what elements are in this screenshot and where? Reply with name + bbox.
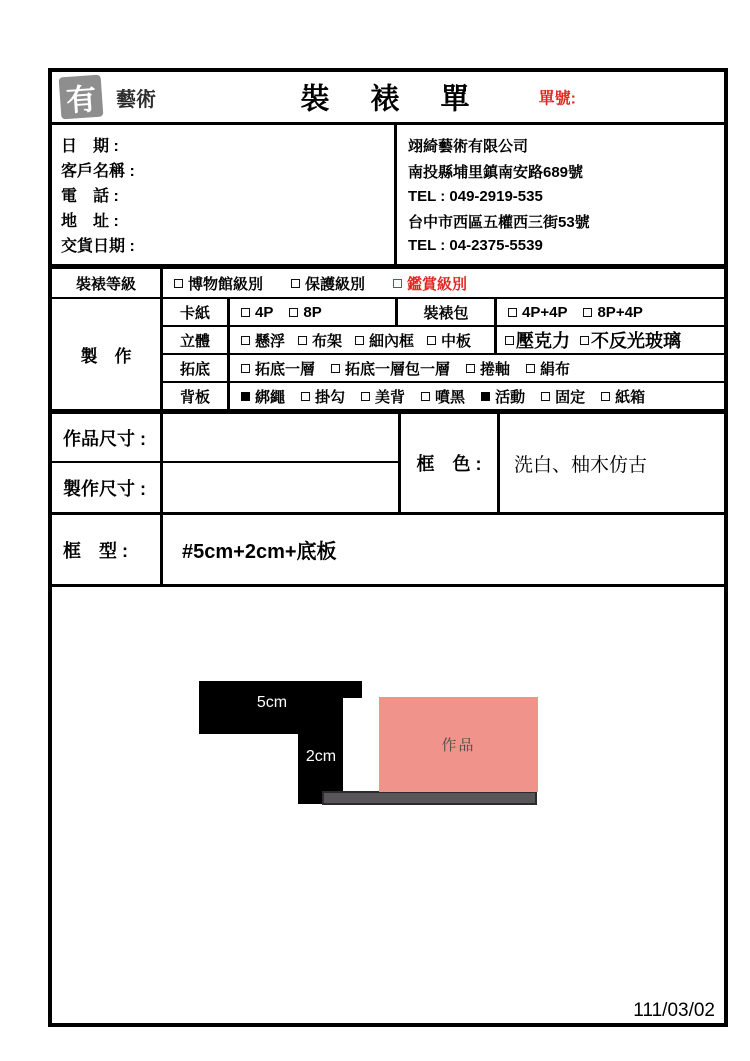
checkbox-icon — [289, 308, 298, 317]
backboard-row-label: 背板 — [163, 383, 230, 409]
solid-row — [163, 325, 724, 353]
company-info — [394, 125, 724, 264]
grade-options — [163, 269, 724, 297]
dimension-2cm-label: 2cm — [305, 748, 337, 765]
checkbox-thin-inner-frame[interactable] — [355, 330, 414, 351]
work-size-row — [52, 414, 398, 463]
checkbox-backing-one-layer-wrapped[interactable] — [331, 358, 450, 379]
checkbox-icon — [241, 364, 250, 373]
dimension-5cm-label: 5cm — [256, 694, 288, 711]
checkbox-icon — [241, 308, 250, 317]
checkbox-silk[interactable] — [526, 358, 570, 379]
production-rows — [163, 299, 724, 409]
backboard-options — [230, 383, 724, 409]
company-seal-icon — [59, 75, 104, 120]
option-label: 不反光玻璃 — [591, 331, 681, 351]
order-number-field[interactable] — [576, 87, 646, 107]
phone-input[interactable] — [119, 185, 394, 205]
order-number-label: 單號: — [538, 90, 576, 108]
checkbox-icon — [508, 308, 517, 317]
frame-cross-section-diagram — [52, 584, 724, 1023]
checkbox-icon — [393, 279, 402, 288]
phone-row — [61, 183, 394, 206]
checkbox-icon — [241, 336, 250, 345]
customer-name-label: 客戶名稱 : — [61, 163, 135, 180]
form-title: 裝 裱 單 — [300, 83, 476, 116]
form-version-date: 111/03/02 — [633, 1000, 715, 1021]
checkbox-scroll[interactable] — [466, 358, 510, 379]
order-form-sheet — [48, 68, 728, 1027]
option-label: 8P — [303, 303, 322, 321]
checkbox-spray-black[interactable] — [421, 386, 465, 407]
company-address-1: 南投縣埔里鎮南安路689號 — [408, 164, 584, 182]
production-section — [52, 297, 724, 409]
option-label: 鑑賞級別 — [407, 275, 468, 293]
option-label: 博物館級別 — [188, 275, 264, 293]
frame-type-value: #5cm+2cm+底板 — [182, 541, 337, 563]
company-tel-2: TEL : 04-2375-5539 — [408, 237, 543, 255]
date-input[interactable] — [119, 135, 394, 155]
checkbox-icon — [505, 336, 514, 345]
checkbox-carton[interactable] — [601, 386, 645, 407]
frame-color-label: 框 色 : — [398, 414, 500, 512]
make-size-row — [52, 463, 398, 512]
option-label: 紙箱 — [615, 388, 646, 406]
customer-name-row — [61, 158, 394, 181]
solid-row-label: 立體 — [163, 327, 230, 353]
glazing-options — [497, 327, 724, 353]
checkbox-icon — [298, 336, 307, 345]
backing-options — [230, 355, 724, 381]
company-tel-1: TEL : 049-2919-535 — [408, 187, 543, 205]
option-label: 4P — [255, 303, 274, 321]
checkbox-icon — [174, 279, 183, 288]
phone-label: 電 話 : — [61, 188, 119, 205]
pack-label: 裝裱包 — [398, 299, 497, 325]
backing-row — [163, 353, 724, 381]
backing-board-shape — [322, 791, 537, 805]
frame-type-section — [52, 512, 724, 584]
checkbox-removable[interactable] — [481, 386, 525, 407]
option-label: 保護級別 — [305, 275, 366, 293]
make-size-input[interactable] — [163, 463, 398, 512]
date-field-row — [61, 133, 394, 156]
checkbox-hook[interactable] — [301, 386, 345, 407]
option-label: 噴黑 — [435, 388, 466, 406]
checkbox-floating[interactable] — [241, 330, 285, 351]
checkbox-appreciation-level[interactable] — [393, 273, 467, 294]
checkbox-museum-level[interactable] — [174, 273, 263, 294]
frame-type-label: 框 型 : — [52, 515, 163, 584]
option-label: 中板 — [441, 332, 472, 350]
checkbox-icon — [355, 336, 364, 345]
solid-options — [230, 327, 497, 353]
company-logo — [60, 76, 156, 118]
checkbox-4p-plus-4p[interactable] — [508, 304, 567, 321]
option-label: 掛勾 — [315, 388, 346, 406]
checkbox-icon — [481, 392, 490, 401]
option-label: 布架 — [312, 332, 343, 350]
logo-text: 藝術 — [116, 86, 156, 111]
date-label: 日 期 : — [61, 138, 119, 155]
checkbox-icon — [580, 336, 589, 345]
checkbox-acrylic[interactable] — [505, 327, 570, 353]
checkbox-fixed[interactable] — [541, 386, 585, 407]
backboard-row — [163, 381, 724, 409]
option-label: 懸浮 — [255, 332, 286, 350]
checkbox-non-reflective-glass[interactable] — [580, 327, 681, 353]
work-size-input[interactable] — [163, 414, 398, 461]
checkbox-icon — [466, 364, 475, 373]
card-options — [230, 299, 398, 325]
address-input[interactable] — [119, 210, 394, 230]
customer-name-input[interactable] — [135, 160, 394, 180]
option-label: 8P+4P — [597, 303, 643, 321]
option-label: 活動 — [495, 388, 526, 406]
checkbox-4p[interactable] — [241, 304, 273, 321]
backing-row-label: 拓底 — [163, 355, 230, 381]
production-label: 製 作 — [52, 299, 163, 409]
form-header — [52, 72, 724, 122]
option-label: 美背 — [375, 388, 406, 406]
checkbox-backing-one-layer[interactable] — [241, 358, 315, 379]
option-label: 壓克力 — [516, 331, 570, 351]
option-label: 細內框 — [369, 332, 415, 350]
card-row-label: 卡紙 — [163, 299, 230, 325]
address-row — [61, 208, 394, 231]
info-section — [52, 122, 724, 264]
checkbox-icon — [526, 364, 535, 373]
delivery-date-input[interactable] — [135, 235, 394, 255]
address-label: 地 址 : — [61, 213, 119, 230]
option-label: 4P+4P — [522, 303, 568, 321]
checkbox-icon — [241, 392, 250, 401]
sizes-left — [52, 414, 398, 512]
checkbox-8p-plus-4p[interactable] — [583, 304, 642, 321]
pack-options — [497, 299, 724, 325]
delivery-date-row — [61, 233, 394, 256]
option-label: 拓底一層包一層 — [345, 360, 451, 378]
checkbox-finished-back[interactable] — [361, 386, 405, 407]
option-label: 拓底一層 — [255, 360, 316, 378]
checkbox-protection-level[interactable] — [291, 273, 365, 294]
checkbox-8p[interactable] — [289, 304, 321, 321]
customer-fields — [52, 125, 394, 264]
checkbox-icon — [421, 392, 430, 401]
grade-section — [52, 264, 724, 297]
checkbox-middle-board[interactable] — [427, 330, 471, 351]
checkbox-tie-rope[interactable] — [241, 386, 285, 407]
frame-depth-shape — [298, 681, 343, 804]
card-row — [163, 299, 724, 325]
artwork-label: 作品 — [441, 737, 476, 754]
order-number — [539, 86, 646, 109]
company-address-2: 台中市西區五權西三街53號 — [408, 213, 590, 231]
delivery-date-label: 交貨日期 : — [61, 238, 135, 255]
option-label: 絹布 — [540, 360, 571, 378]
checkbox-icon — [601, 392, 610, 401]
checkbox-cloth-frame[interactable] — [298, 330, 342, 351]
company-name: 翊綺藝術有限公司 — [408, 137, 529, 155]
checkbox-icon — [331, 364, 340, 373]
checkbox-icon — [541, 392, 550, 401]
checkbox-icon — [361, 392, 370, 401]
checkbox-icon — [583, 308, 592, 317]
grade-section-label: 裝裱等級 — [52, 269, 163, 297]
sizes-section — [52, 409, 724, 512]
frame-color-value: 洗白、柚木仿古 — [514, 454, 648, 476]
checkbox-icon — [301, 392, 310, 401]
checkbox-icon — [291, 279, 300, 288]
work-size-label: 作品尺寸 : — [52, 414, 163, 461]
seal-character: 有 — [65, 81, 98, 119]
make-size-label: 製作尺寸 : — [52, 463, 163, 512]
checkbox-icon — [427, 336, 436, 345]
option-label: 捲軸 — [480, 360, 511, 378]
artwork-shape — [379, 697, 538, 792]
option-label: 固定 — [555, 388, 586, 406]
option-label: 綁繩 — [255, 388, 286, 406]
